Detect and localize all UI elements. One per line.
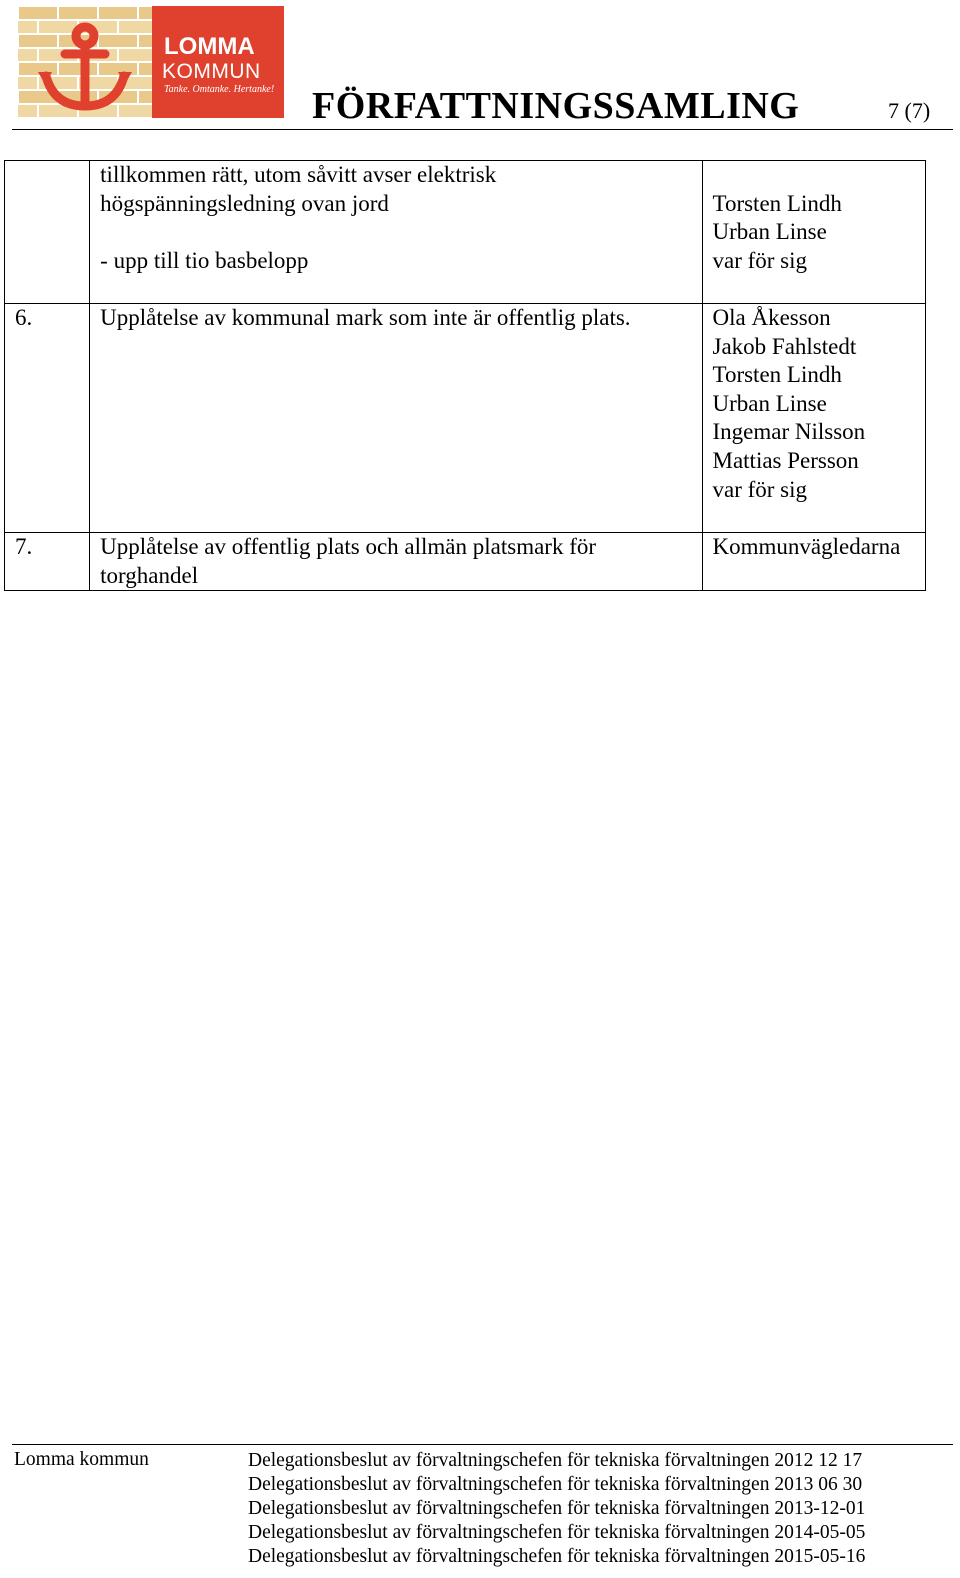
delegate-name: var för sig — [712, 247, 808, 273]
delegate-name: Kommunvägledarna — [712, 534, 901, 559]
row-description — [90, 304, 702, 533]
description-line: Upplåtelse av offentlig plats och allmän platsmark för — [100, 534, 597, 559]
delegate-name: Torsten Lindh — [712, 362, 842, 388]
footer-decision: Delegationsbeslut av förvaltningschefen för tekniska förvaltningen 2012 12 17 — [248, 1450, 863, 1471]
row-delegates — [702, 533, 926, 591]
row-delegates — [702, 304, 926, 533]
svg-text:LOMMA: LOMMA — [164, 33, 255, 60]
svg-text:KOMMUN: KOMMUN — [162, 60, 261, 83]
footer-decision: Delegationsbeslut av förvaltningschefen för tekniska förvaltningen 2014-05-05 — [248, 1522, 866, 1543]
description-line: torghandel — [100, 562, 199, 588]
row-delegates — [702, 161, 926, 304]
footer-decision-list — [248, 1449, 865, 1569]
header-divider — [12, 129, 953, 130]
description-line: Upplåtelse av kommunal mark som inte är offentlig plats. — [100, 305, 631, 330]
lomma-kommun-logo — [18, 6, 284, 118]
svg-text:Tanke. Omtanke. Hertanke!: Tanke. Omtanke. Hertanke! — [164, 84, 275, 95]
description-line: - upp till tio basbelopp — [100, 247, 309, 273]
delegate-name: Urban Linse — [712, 219, 827, 245]
footer-divider — [12, 1444, 953, 1445]
logo-graphic — [18, 6, 284, 118]
description-line: högspänningsledning ovan jord — [100, 190, 389, 216]
footer-decision: Delegationsbeslut av förvaltningschefen för tekniska förvaltningen 2015-05-16 — [248, 1546, 866, 1567]
row-number: 7. — [5, 533, 90, 591]
footer-organization: Lomma kommun — [14, 1449, 149, 1470]
delegation-table — [4, 160, 926, 591]
page-number: 7 (7) — [888, 98, 931, 123]
delegate-name: var för sig — [712, 476, 808, 502]
description-line: tillkommen rätt, utom såvitt avser elektrisk — [100, 162, 497, 187]
row-number — [5, 161, 90, 304]
delegate-name: Urban Linse — [712, 390, 827, 416]
row-description — [90, 161, 702, 304]
row-description — [90, 533, 702, 591]
delegate-name: Mattias Persson — [712, 447, 859, 473]
document-title: FÖRFATTNINGSSAMLING — [312, 85, 800, 127]
table-row — [5, 304, 926, 533]
delegate-name: Torsten Lindh — [712, 190, 842, 216]
table-row — [5, 161, 926, 304]
footer-decision: Delegationsbeslut av förvaltningschefen för tekniska förvaltningen 2013 06 30 — [248, 1474, 863, 1495]
table-row — [5, 533, 926, 591]
row-number: 6. — [5, 304, 90, 533]
footer-decision: Delegationsbeslut av förvaltningschefen för tekniska förvaltningen 2013-12-01 — [248, 1498, 866, 1519]
delegate-name: Ingemar Nilsson — [712, 419, 866, 445]
delegate-name: Ola Åkesson — [712, 305, 831, 330]
delegate-name: Jakob Fahlstedt — [712, 333, 857, 359]
